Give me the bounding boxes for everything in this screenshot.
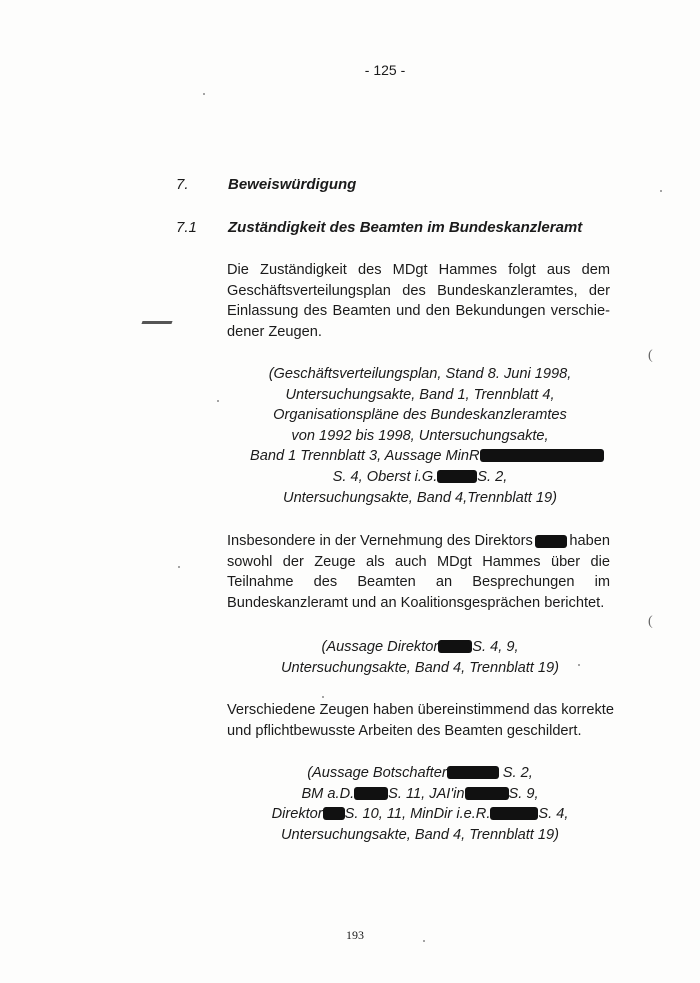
scan-speck xyxy=(203,93,205,95)
text-line: dener Zeugen. xyxy=(227,323,322,340)
citation-text: (Aussage Direktor xyxy=(321,639,439,655)
citation-text: S. 2, xyxy=(477,468,508,485)
citation-line xyxy=(250,637,590,658)
redaction-bar xyxy=(438,640,472,653)
redaction-bar xyxy=(535,535,567,548)
text-line: Geschäftsverteilungsplan des Bundeskanzleramtes, der xyxy=(227,282,610,299)
citation-1 xyxy=(250,364,590,508)
redaction-bar xyxy=(437,470,477,483)
margin-bracket: ( xyxy=(648,614,653,629)
citation-text: BM a.D. xyxy=(301,785,355,802)
citation-line xyxy=(250,784,590,805)
citation-line xyxy=(250,446,590,467)
redaction-bar xyxy=(323,807,345,820)
redaction-bar xyxy=(354,787,388,800)
paragraph-1 xyxy=(227,260,610,342)
section-title: Beweiswürdigung xyxy=(228,176,357,193)
scan-speck xyxy=(322,696,324,698)
citation-2 xyxy=(250,637,590,678)
footer-page-number: 193 xyxy=(346,928,364,942)
text-line: Bundeskanzleramt und an Koalitionsgesprächen berichtet. xyxy=(227,594,605,611)
text-line: Die Zuständigkeit des MDgt Hammes folgt aus dem xyxy=(227,262,610,278)
redaction-bar xyxy=(480,449,604,462)
citation-line: Untersuchungsakte, Band 1, Trennblatt 4, xyxy=(285,386,555,403)
citation-text: S. 2, xyxy=(502,765,533,781)
margin-bracket: ( xyxy=(648,348,653,363)
citation-line: (Geschäftsverteilungsplan, Stand 8. Juni 1998, xyxy=(268,366,572,382)
redaction-bar xyxy=(447,766,499,779)
text-fragment: Insbesondere in der Vernehmung des Direktors xyxy=(227,533,533,549)
text-line: Teilnahme des Beamten an Besprechungen im xyxy=(227,574,610,591)
paragraph-2 xyxy=(227,531,610,613)
text-line: Einlassung des Beamten und den Bekundungen verschie- xyxy=(227,303,610,320)
scan-speck xyxy=(578,664,580,666)
text-line: Verschiedene Zeugen haben übereinstimmend das korrekte xyxy=(227,702,614,718)
redaction-bar xyxy=(465,787,509,800)
scan-speck xyxy=(660,190,662,192)
paragraph-3 xyxy=(227,700,614,741)
text-line xyxy=(227,531,610,552)
redaction-bar xyxy=(490,807,538,820)
citation-line: Untersuchungsakte, Band 4, Trennblatt 19) xyxy=(281,659,559,676)
citation-line xyxy=(250,467,590,488)
citation-text: Band 1 Trennblatt 3, Aussage MinR xyxy=(250,448,480,465)
page-number: - 125 - xyxy=(364,62,406,78)
scan-speck xyxy=(178,566,180,568)
citation-3 xyxy=(250,763,590,845)
text-fragment: haben xyxy=(569,533,610,549)
subsection-number: 7.1 xyxy=(176,219,197,236)
text-line: und pflichtbewusste Arbeiten des Beamten geschildert. xyxy=(227,722,582,739)
citation-line: Untersuchungsakte, Band 4,Trennblatt 19) xyxy=(283,489,557,506)
citation-line: Organisationspläne des Bundeskanzleramtes xyxy=(273,407,567,424)
scan-speck xyxy=(423,940,425,942)
citation-text: (Aussage Botschafter xyxy=(307,765,447,781)
citation-line xyxy=(250,763,590,784)
scan-speck xyxy=(217,400,219,402)
citation-text: Direktor xyxy=(271,806,323,823)
citation-line: Untersuchungsakte, Band 4, Trennblatt 19) xyxy=(281,826,559,843)
citation-text: S. 10, 11, MinDir i.e.R. xyxy=(344,806,491,823)
citation-text: S. 11, JAI'in xyxy=(388,785,465,802)
margin-scribble xyxy=(141,321,172,324)
citation-text: S. 9, xyxy=(508,785,539,802)
citation-text: S. 4, xyxy=(538,806,569,823)
section-number: 7. xyxy=(176,176,189,193)
citation-text: S. 4, 9, xyxy=(472,639,519,655)
citation-line: von 1992 bis 1998, Untersuchungsakte, xyxy=(291,427,549,444)
citation-line xyxy=(250,804,590,825)
subsection-title: Zuständigkeit des Beamten im Bundeskanzleramt xyxy=(228,219,583,236)
citation-text: S. 4, Oberst i.G. xyxy=(332,468,438,485)
text-line: sowohl der Zeuge als auch MDgt Hammes über die xyxy=(227,553,610,570)
